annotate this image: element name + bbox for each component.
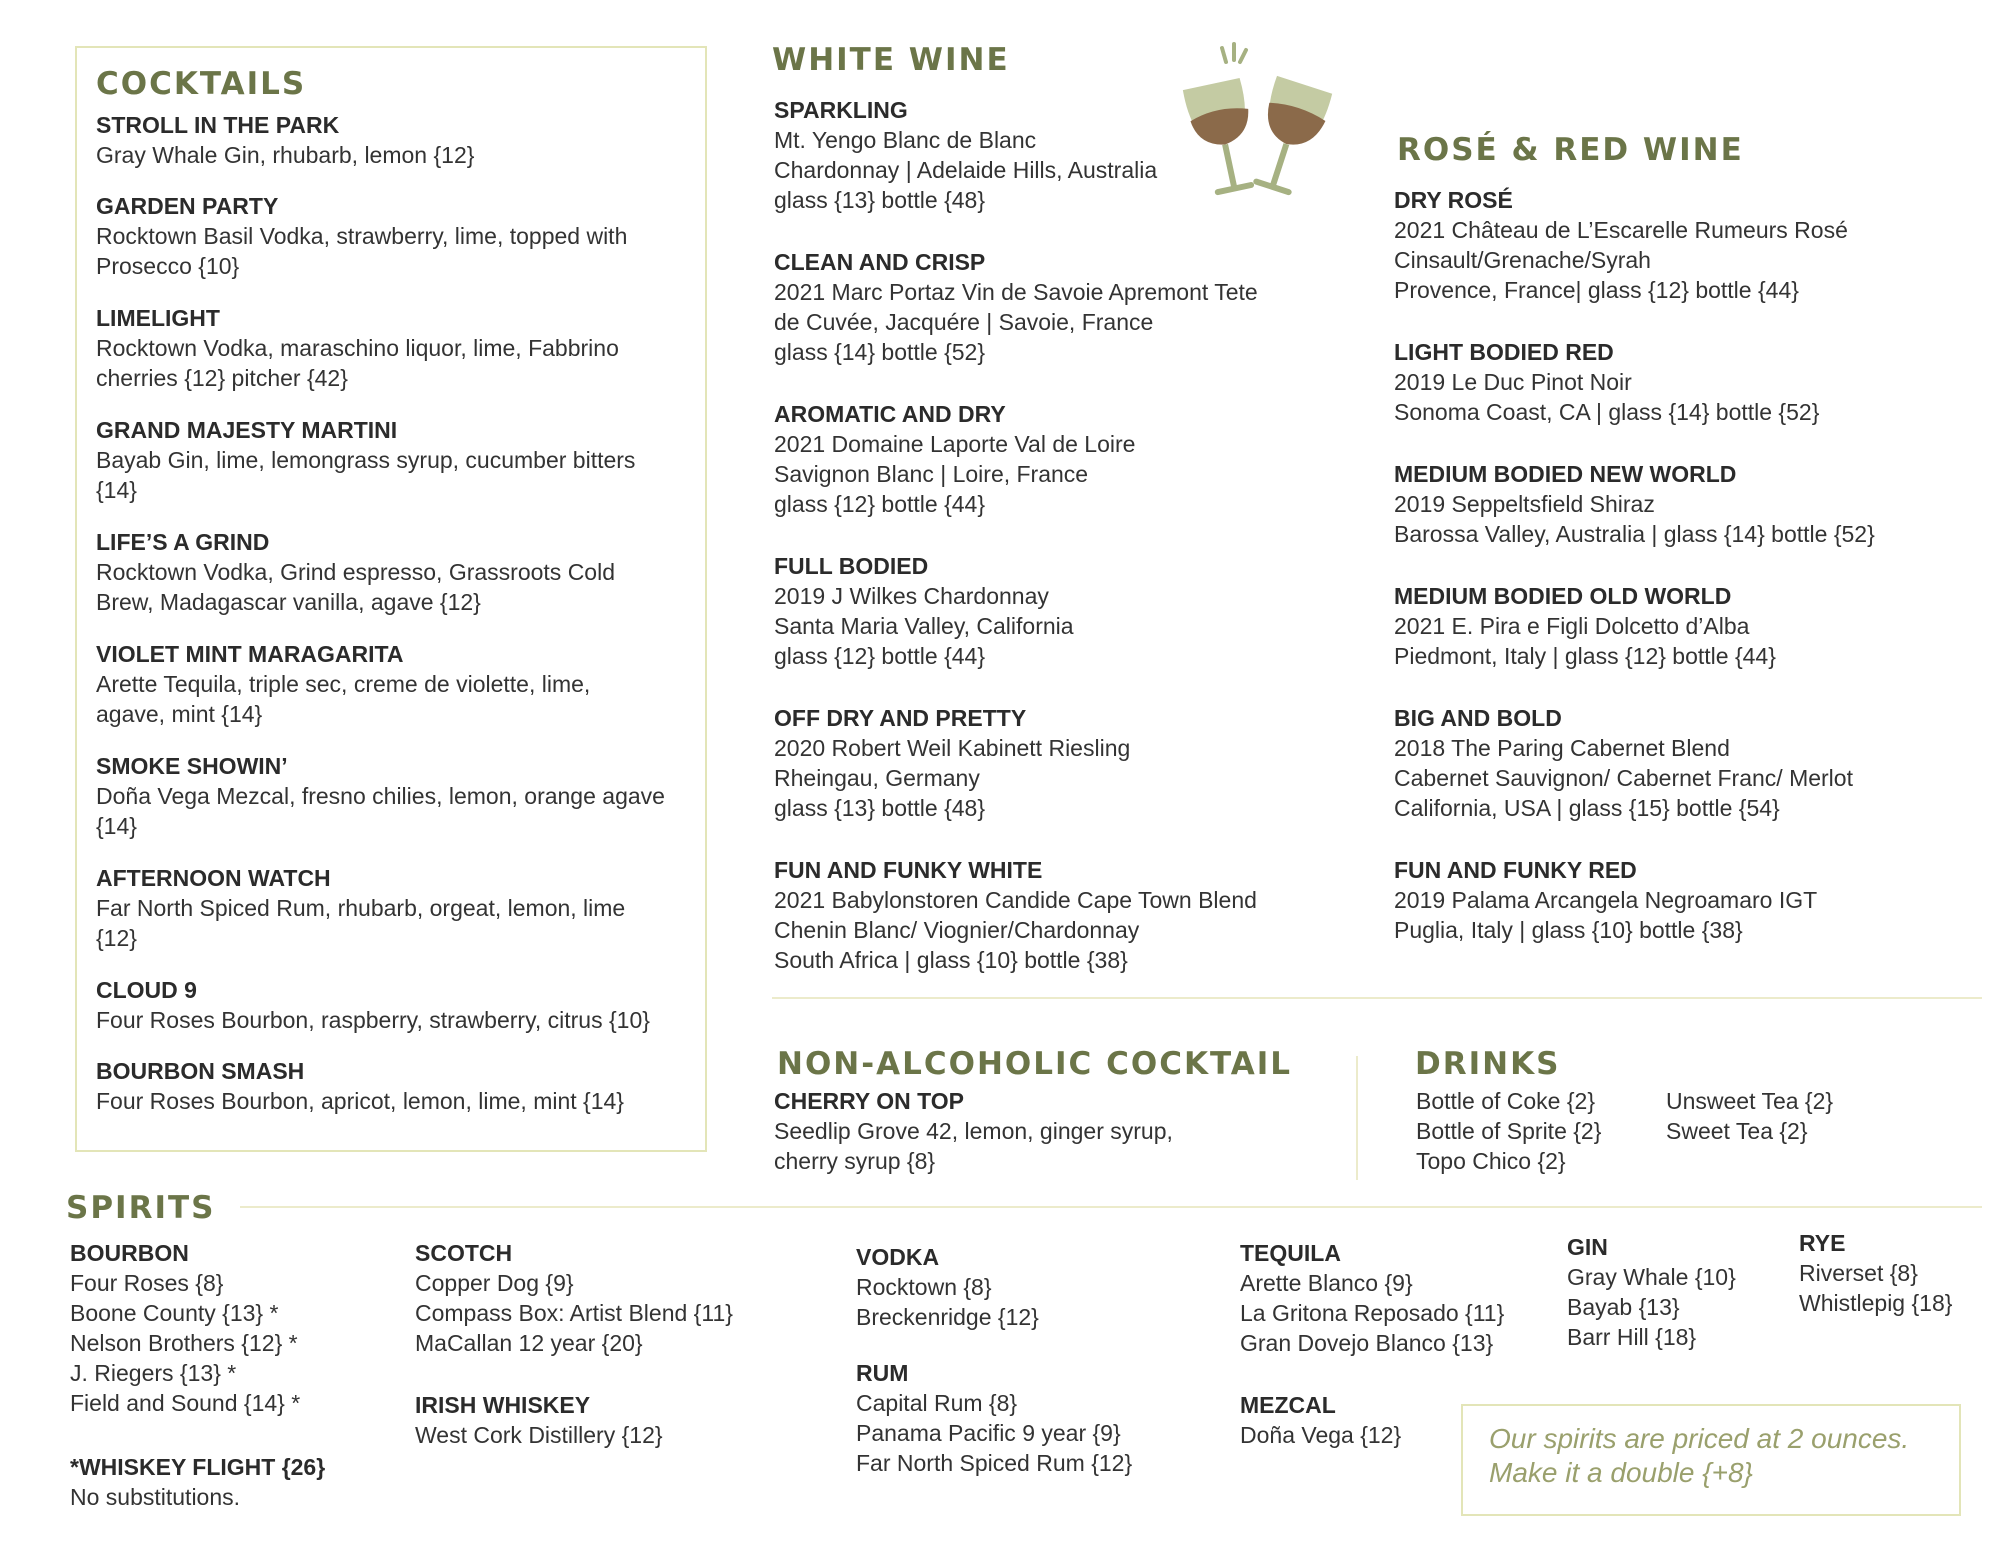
item-description: 2021 E. Pira e Figli Dolcetto d’Alba Piedmont, Italy | glass {12} bottle {44} — [1394, 613, 1776, 669]
item-description: Rocktown Vodka, maraschino liquor, lime, Fabbrino cherries {12} pitcher {42} — [96, 335, 619, 391]
red-wine-title: ROSÉ & RED WINE — [1397, 132, 1744, 168]
item-description: Arette Tequila, triple sec, creme de violette, lime, agave, mint {14} — [96, 671, 591, 727]
item-name: AFTERNOON WATCH — [96, 865, 331, 891]
wine-item — [1394, 581, 1776, 671]
item-name: CLOUD 9 — [96, 977, 197, 1003]
menu-item — [96, 191, 627, 281]
wine-item — [1394, 703, 1853, 823]
menu-item — [96, 863, 625, 953]
spirits-divider — [240, 1206, 1982, 1208]
menu-item — [96, 415, 635, 505]
item-name: BOURBON SMASH — [96, 1058, 305, 1084]
spirit-group — [1799, 1228, 1952, 1318]
item-description: Rocktown Basil Vodka, strawberry, lime, topped with Prosecco {10} — [96, 223, 628, 279]
item-name: LIFE’S A GRIND — [96, 529, 270, 555]
item-name: CLEAN AND CRISP — [774, 249, 986, 275]
item-description: Riverset {8} Whistlepig {18} — [1799, 1260, 1953, 1316]
item-name: VIOLET MINT MARAGARITA — [96, 641, 404, 667]
item-name: *WHISKEY FLIGHT {26} — [70, 1454, 326, 1480]
drinks-list — [1416, 1086, 1601, 1176]
spirit-group — [70, 1238, 300, 1418]
item-name: OFF DRY AND PRETTY — [774, 705, 1027, 731]
item-name: LIMELIGHT — [96, 305, 220, 331]
drink-item: Bottle of Coke {2} — [1416, 1088, 1596, 1114]
item-description: Rocktown {8} Breckenridge {12} — [856, 1274, 1039, 1330]
wine-item — [774, 399, 1135, 519]
drink-item: Topo Chico {2} — [1416, 1148, 1566, 1174]
item-name: LIGHT BODIED RED — [1394, 339, 1614, 365]
wine-item — [774, 703, 1130, 823]
spirit-group — [856, 1358, 1132, 1478]
item-name: AROMATIC AND DRY — [774, 401, 1006, 427]
item-name: MEDIUM BODIED OLD WORLD — [1394, 583, 1732, 609]
item-name: FULL BODIED — [774, 553, 929, 579]
item-description: Four Roses Bourbon, raspberry, strawberry, citrus {10} — [96, 1007, 650, 1033]
non-alcoholic-title: NON-ALCOHOLIC COCKTAIL — [777, 1046, 1292, 1082]
item-name: SMOKE SHOWIN’ — [96, 753, 288, 779]
item-description: Four Roses {8} Boone County {13} * Nelson Brothers {12} * J. Riegers {13} * Field and Sound {14} * — [70, 1270, 301, 1416]
item-name: BOURBON — [70, 1240, 189, 1266]
item-description: Arette Blanco {9} La Gritona Reposado {11} Gran Dovejo Blanco {13} — [1240, 1270, 1505, 1356]
spirit-group — [415, 1390, 663, 1450]
note-line: Our spirits are priced at 2 ounces. — [1489, 1423, 1910, 1454]
menu-item — [96, 527, 615, 617]
item-description: Rocktown Vodka, Grind espresso, Grassroots Cold Brew, Madagascar vanilla, agave {12} — [96, 559, 616, 615]
item-description: Copper Dog {9} Compass Box: Artist Blend {11} MaCallan 12 year {20} — [415, 1270, 733, 1356]
spirit-group — [856, 1242, 1039, 1332]
spirit-group — [415, 1238, 733, 1358]
item-description: Mt. Yengo Blanc de Blanc Chardonnay | Adelaide Hills, Australia glass {13} bottle {48} — [774, 127, 1158, 213]
item-name: STROLL IN THE PARK — [96, 112, 340, 138]
item-description: Doña Vega Mezcal, fresno chilies, lemon, orange agave {14} — [96, 783, 665, 839]
item-name: DRY ROSÉ — [1394, 187, 1513, 213]
wine-item — [774, 855, 1257, 975]
item-description: Four Roses Bourbon, apricot, lemon, lime, mint {14} — [96, 1088, 624, 1114]
item-description: 2021 Babylonstoren Candide Cape Town Blend Chenin Blanc/ Viognier/Chardonnay South Africa | glass {10} bottle {38} — [774, 887, 1257, 973]
menu-item — [96, 110, 474, 170]
item-name: TEQUILA — [1240, 1240, 1341, 1266]
wine-item — [774, 551, 1074, 671]
item-description: Gray Whale Gin, rhubarb, lemon {12} — [96, 142, 475, 168]
white-wine-title: WHITE WINE — [772, 42, 1010, 78]
drinks-divider — [1356, 1056, 1358, 1180]
menu-item — [96, 975, 650, 1035]
drink-item: Bottle of Sprite {2} — [1416, 1118, 1602, 1144]
item-description: 2021 Domaine Laporte Val de Loire Savignon Blanc | Loire, France glass {12} bottle {44} — [774, 431, 1136, 517]
spirits-title: SPIRITS — [66, 1190, 216, 1226]
drinks-title: DRINKS — [1415, 1046, 1561, 1082]
item-description: Bayab Gin, lime, lemongrass syrup, cucumber bitters {14} — [96, 447, 636, 503]
wine-item — [1394, 459, 1875, 549]
drink-item: Sweet Tea {2} — [1666, 1118, 1808, 1144]
wine-item — [1394, 855, 1817, 945]
menu-item — [96, 639, 590, 729]
menu-item — [96, 751, 665, 841]
item-description: 2018 The Paring Cabernet Blend Cabernet Sauvignon/ Cabernet Franc/ Merlot California, USA | glass {15} bottle {54} — [1394, 735, 1853, 821]
item-name: FUN AND FUNKY RED — [1394, 857, 1637, 883]
item-name: GIN — [1567, 1234, 1608, 1260]
spirit-group — [1240, 1390, 1401, 1450]
item-name: SPARKLING — [774, 97, 908, 123]
menu-item — [96, 303, 619, 393]
item-name: MEZCAL — [1240, 1392, 1336, 1418]
item-description: Capital Rum {8} Panama Pacific 9 year {9} Far North Spiced Rum {12} — [856, 1390, 1133, 1476]
spirit-group — [70, 1452, 325, 1512]
item-name: RUM — [856, 1360, 909, 1386]
item-name: IRISH WHISKEY — [415, 1392, 591, 1418]
item-description: Doña Vega {12} — [1240, 1422, 1402, 1448]
wine-item — [1394, 337, 1819, 427]
item-name: RYE — [1799, 1230, 1846, 1256]
item-name: SCOTCH — [415, 1240, 513, 1266]
item-description: Gray Whale {10} Bayab {13} Barr Hill {18} — [1567, 1264, 1736, 1350]
wine-item — [1394, 185, 1848, 305]
item-name: GARDEN PARTY — [96, 193, 279, 219]
spirit-group — [1567, 1232, 1736, 1352]
item-name: GRAND MAJESTY MARTINI — [96, 417, 398, 443]
item-name: MEDIUM BODIED NEW WORLD — [1394, 461, 1737, 487]
spirits-note — [1461, 1404, 1961, 1516]
item-description: 2019 Le Duc Pinot Noir Sonoma Coast, CA | glass {14} bottle {52} — [1394, 369, 1820, 425]
spirit-group — [1240, 1238, 1504, 1358]
cocktails-title: COCKTAILS — [96, 66, 307, 102]
menu-item — [96, 1056, 624, 1116]
item-name: BIG AND BOLD — [1394, 705, 1562, 731]
item-name: CHERRY ON TOP — [774, 1088, 964, 1114]
item-description: West Cork Distillery {12} — [415, 1422, 663, 1448]
item-description: 2021 Château de L’Escarelle Rumeurs Rosé Cinsault/Grenache/Syrah Provence, France| glass {12} bottle {44} — [1394, 217, 1848, 303]
wine-item — [774, 247, 1258, 367]
item-description: 2020 Robert Weil Kabinett Riesling Rheingau, Germany glass {13} bottle {48} — [774, 735, 1131, 821]
item-description: Seedlip Grove 42, lemon, ginger syrup, cherry syrup {8} — [774, 1118, 1173, 1174]
item-description: 2019 J Wilkes Chardonnay Santa Maria Valley, California glass {12} bottle {44} — [774, 583, 1074, 669]
non-alcoholic-item — [774, 1086, 1173, 1176]
item-description: 2021 Marc Portaz Vin de Savoie Apremont Tete de Cuvée, Jacquére | Savoie, France glass {14} bottle {52} — [774, 279, 1258, 365]
wine-item — [774, 95, 1157, 215]
wine-glasses-icon — [1180, 40, 1340, 220]
white-wine-divider — [772, 997, 1982, 999]
item-description: 2019 Seppeltsfield Shiraz Barossa Valley, Australia | glass {14} bottle {52} — [1394, 491, 1875, 547]
item-description: Far North Spiced Rum, rhubarb, orgeat, lemon, lime {12} — [96, 895, 626, 951]
item-description: No substitutions. — [70, 1484, 241, 1510]
item-name: FUN AND FUNKY WHITE — [774, 857, 1043, 883]
drink-item: Unsweet Tea {2} — [1666, 1088, 1834, 1114]
item-description: 2019 Palama Arcangela Negroamaro IGT Puglia, Italy | glass {10} bottle {38} — [1394, 887, 1818, 943]
note-line: Make it a double {+8} — [1489, 1457, 1753, 1488]
item-name: VODKA — [856, 1244, 940, 1270]
drinks-list — [1666, 1086, 1833, 1146]
